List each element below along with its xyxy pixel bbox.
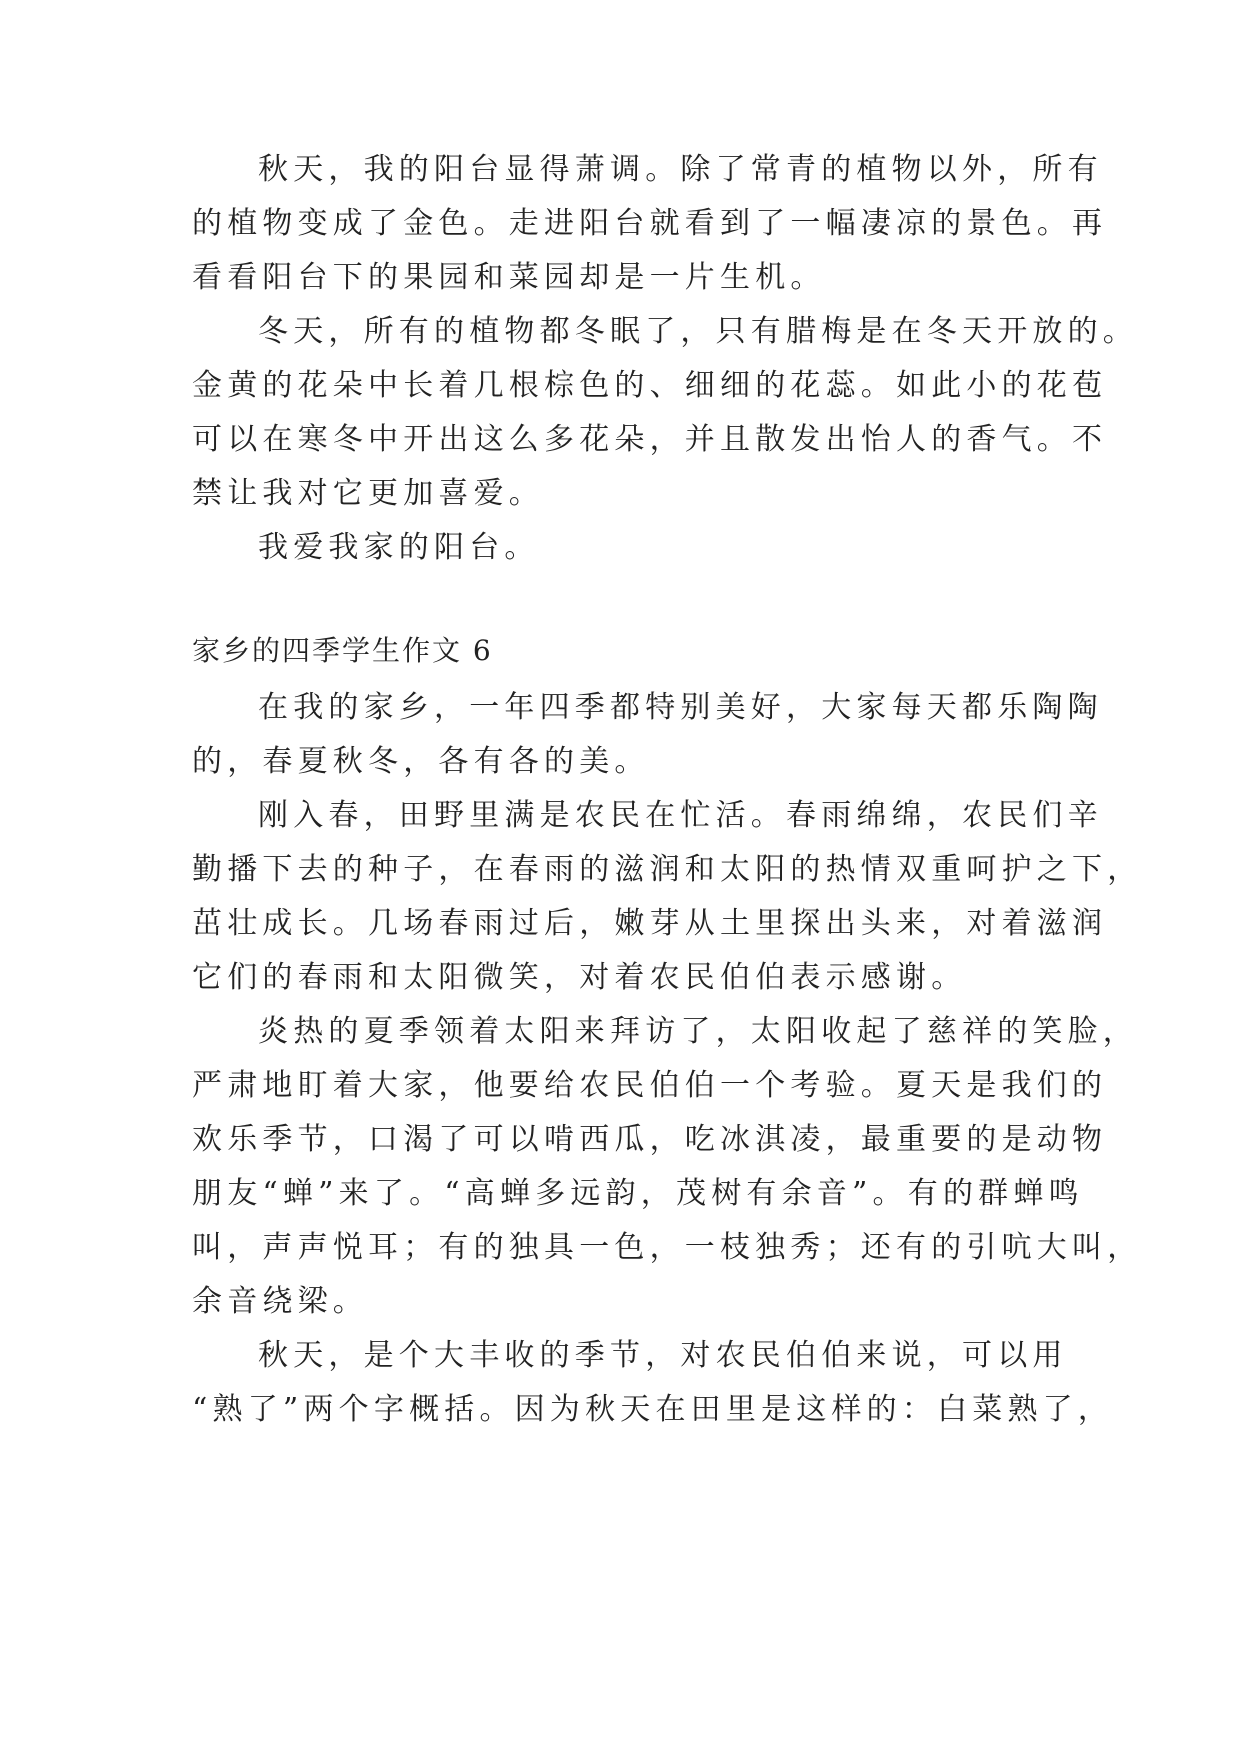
paragraph-line: 朋友“蝉”来了。“高蝉多远韵，茂树有余音”。有的群蝉鸣 [192,1176,1084,1211]
paragraph-line: 冬天，所有的植物都冬眠了，只有腊梅是在冬天开放的。 [258,314,1138,349]
paragraph-line: 秋天，是个大丰收的季节，对农民伯伯来说，可以用 [258,1338,1068,1373]
paragraph-line: “熟了”两个字概括。因为秋天在田里是这样的：白菜熟了， [192,1392,1114,1427]
paragraph-line: 它们的春雨和太阳微笑，对着农民伯伯表示感谢。 [192,960,967,995]
paragraph-line: 刚入春，田野里满是农民在忙活。春雨绵绵，农民们辛 [258,798,1103,833]
paragraph-line: 叫，声声悦耳；有的独具一色，一枝独秀；还有的引吭大叫， [192,1230,1143,1265]
paragraph-line: 秋天，我的阳台显得萧调。除了常青的植物以外，所有 [258,152,1103,187]
paragraph-line: 勤播下去的种子，在春雨的滋润和太阳的热情双重呵护之下， [192,852,1143,887]
paragraph-line: 禁让我对它更加喜爱。 [192,476,544,511]
paragraph-line: 余音绕梁。 [192,1284,368,1319]
section-title: 家乡的四季学生作文 6 [192,634,493,667]
paragraph-line: 欢乐季节，口渴了可以啃西瓜，吃冰淇凌，最重要的是动物 [192,1122,1108,1157]
paragraph-line: 在我的家乡，一年四季都特别美好，大家每天都乐陶陶 [258,690,1103,725]
paragraph-line: 看看阳台下的果园和菜园却是一片生机。 [192,260,826,295]
paragraph-line: 炎热的夏季领着太阳来拜访了，太阳收起了慈祥的笑脸， [258,1014,1138,1049]
paragraph-line: 茁壮成长。几场春雨过后，嫩芽从土里探出头来，对着滋润 [192,906,1108,941]
paragraph-line: 金黄的花朵中长着几根棕色的、细细的花蕊。如此小的花苞 [192,368,1108,403]
paragraph-line: 的植物变成了金色。走进阳台就看到了一幅凄凉的景色。再 [192,206,1108,241]
paragraph-line: 严肃地盯着大家，他要给农民伯伯一个考验。夏天是我们的 [192,1068,1108,1103]
paragraph-line: 的，春夏秋冬，各有各的美。 [192,744,650,779]
paragraph-line: 我爱我家的阳台。 [258,530,540,565]
paragraph-line: 可以在寒冬中开出这么多花朵，并且散发出怡人的香气。不 [192,422,1108,457]
